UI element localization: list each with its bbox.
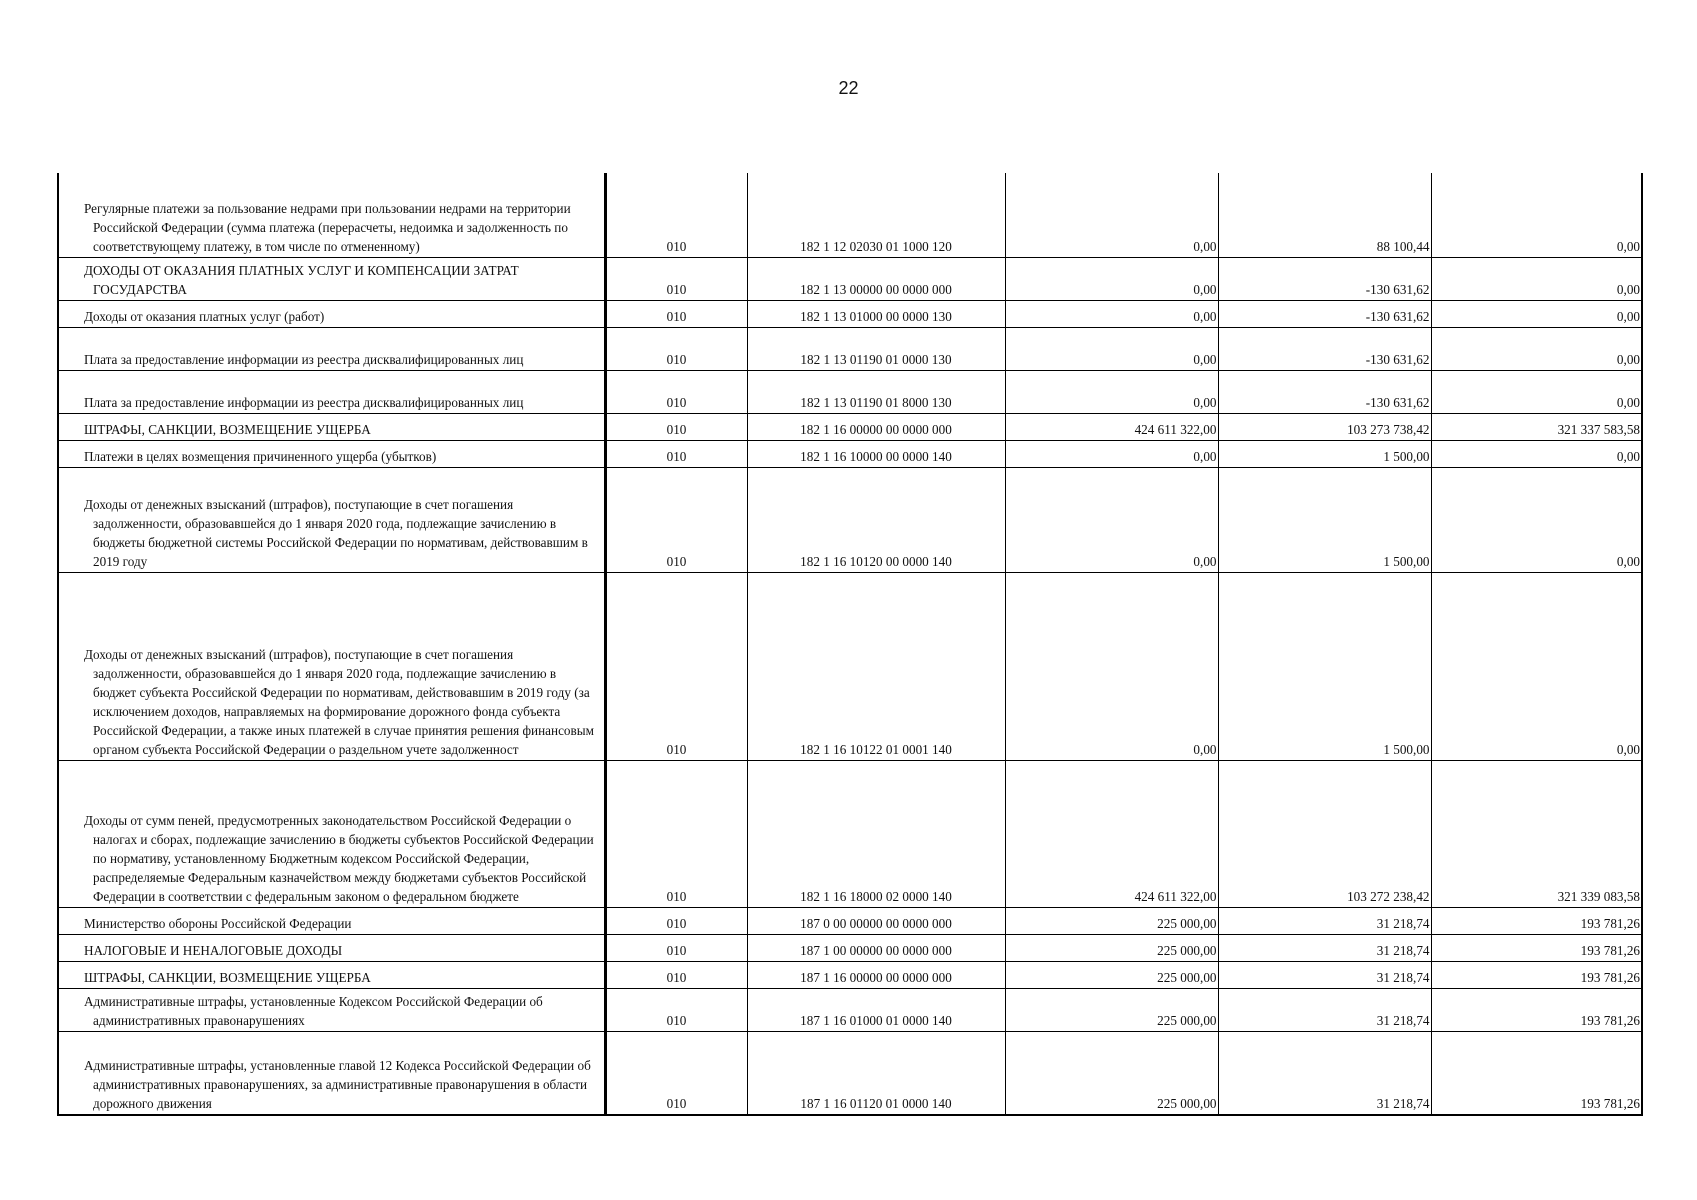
row-plan: 225 000,00 [1005,1031,1218,1115]
table-row [58,907,1642,934]
row-name: Платежи в целях возмещения причиненного ущерба (убытков) [58,440,605,467]
row-unexecuted: 321 337 583,58 [1431,413,1642,440]
row-executed: 1 500,00 [1218,467,1431,572]
row-plan: 225 000,00 [1005,934,1218,961]
row-plan: 0,00 [1005,173,1218,257]
row-name: Административные штрафы, установленные Кодексом Российской Федерации об административных правонарушениях [58,988,605,1031]
table-row [58,300,1642,327]
row-name: Доходы от сумм пеней, предусмотренных законодательством Российской Федерации о налогах и сборах, подлежащие зачислению в бюджеты субъектов Российской Федерации по нормативу, установленному Бюджетным кодексом Российской Федерации, распределяемые Федеральным казначейством между бюджетами субъектов Российской Федерации в соответствии с федеральным законом о федеральном бюджете [58,760,605,907]
table-row [58,961,1642,988]
row-unexecuted: 193 781,26 [1431,934,1642,961]
row-unexecuted: 0,00 [1431,257,1642,300]
row-unexecuted: 0,00 [1431,327,1642,370]
table-row [58,572,1642,760]
row-unexecuted: 0,00 [1431,300,1642,327]
row-unexecuted: 0,00 [1431,440,1642,467]
row-income-code: 182 1 13 00000 00 0000 000 [747,257,1005,300]
row-line-code: 010 [605,1031,747,1115]
row-name: ШТРАФЫ, САНКЦИИ, ВОЗМЕЩЕНИЕ УЩЕРБА [58,413,605,440]
row-plan: 0,00 [1005,467,1218,572]
table-row [58,370,1642,413]
row-name: Доходы от денежных взысканий (штрафов), поступающие в счет погашения задолженности, образовавшейся до 1 января 2020 года, подлежащие зачислению в бюджет субъекта Российской Федерации по нормативам, действовавшим в 2019 году (за исключением доходов, направляемых на формирование дорожного фонда субъекта Российской Федерации, а также иных платежей в случае принятия решения финансовым органом субъекта Российской Федерации о раздельном учете задолженност [58,572,605,760]
row-unexecuted: 193 781,26 [1431,988,1642,1031]
row-name: Плата за предоставление информации из реестра дисквалифицированных лиц [58,327,605,370]
row-name: Доходы от денежных взысканий (штрафов), поступающие в счет погашения задолженности, образовавшейся до 1 января 2020 года, подлежащие зачислению в бюджеты бюджетной системы Российской Федерации по нормативам, действовавшим в 2019 году [58,467,605,572]
row-unexecuted: 193 781,26 [1431,961,1642,988]
row-line-code: 010 [605,988,747,1031]
row-executed: 103 272 238,42 [1218,760,1431,907]
row-name: Министерство обороны Российской Федерации [58,907,605,934]
row-line-code: 010 [605,173,747,257]
table-row [58,327,1642,370]
row-unexecuted: 193 781,26 [1431,1031,1642,1115]
row-line-code: 010 [605,760,747,907]
row-income-code: 187 1 16 01000 01 0000 140 [747,988,1005,1031]
row-executed: 31 218,74 [1218,1031,1431,1115]
table-row [58,760,1642,907]
row-line-code: 010 [605,327,747,370]
row-income-code: 182 1 16 18000 02 0000 140 [747,760,1005,907]
row-income-code: 182 1 16 10122 01 0001 140 [747,572,1005,760]
row-name: ДОХОДЫ ОТ ОКАЗАНИЯ ПЛАТНЫХ УСЛУГ И КОМПЕНСАЦИИ ЗАТРАТ ГОСУДАРСТВА [58,257,605,300]
row-executed: -130 631,62 [1218,327,1431,370]
income-report-table [57,173,1643,1116]
row-plan: 0,00 [1005,440,1218,467]
row-line-code: 010 [605,300,747,327]
row-line-code: 010 [605,440,747,467]
row-line-code: 010 [605,907,747,934]
table-row [58,440,1642,467]
row-plan: 0,00 [1005,300,1218,327]
row-unexecuted: 0,00 [1431,467,1642,572]
row-income-code: 182 1 16 10000 00 0000 140 [747,440,1005,467]
row-name: Доходы от оказания платных услуг (работ) [58,300,605,327]
row-executed: 31 218,74 [1218,907,1431,934]
row-executed: 31 218,74 [1218,961,1431,988]
row-unexecuted: 321 339 083,58 [1431,760,1642,907]
row-income-code: 182 1 16 00000 00 0000 000 [747,413,1005,440]
row-executed: 31 218,74 [1218,934,1431,961]
row-name: Плата за предоставление информации из реестра дисквалифицированных лиц [58,370,605,413]
row-line-code: 010 [605,467,747,572]
row-income-code: 187 0 00 00000 00 0000 000 [747,907,1005,934]
row-unexecuted: 0,00 [1431,173,1642,257]
table-row [58,257,1642,300]
table-row [58,988,1642,1031]
row-line-code: 010 [605,257,747,300]
row-plan: 0,00 [1005,370,1218,413]
row-name: ШТРАФЫ, САНКЦИИ, ВОЗМЕЩЕНИЕ УЩЕРБА [58,961,605,988]
row-plan: 0,00 [1005,257,1218,300]
row-line-code: 010 [605,934,747,961]
row-name: Регулярные платежи за пользование недрами при пользовании недрами на территории Российской Федерации (сумма платежа (перерасчеты, недоимка и задолженность по соответствующему платежу, в том числе по отмененному) [58,173,605,257]
row-income-code: 182 1 16 10120 00 0000 140 [747,467,1005,572]
row-executed: 31 218,74 [1218,988,1431,1031]
row-executed: -130 631,62 [1218,370,1431,413]
table-row [58,467,1642,572]
row-income-code: 182 1 13 01190 01 8000 130 [747,370,1005,413]
row-income-code: 182 1 12 02030 01 1000 120 [747,173,1005,257]
row-plan: 424 611 322,00 [1005,413,1218,440]
row-executed: -130 631,62 [1218,257,1431,300]
row-income-code: 187 1 00 00000 00 0000 000 [747,934,1005,961]
row-executed: 1 500,00 [1218,572,1431,760]
row-plan: 424 611 322,00 [1005,760,1218,907]
row-line-code: 010 [605,572,747,760]
row-plan: 225 000,00 [1005,907,1218,934]
row-line-code: 010 [605,961,747,988]
table-row [58,173,1642,257]
row-plan: 0,00 [1005,327,1218,370]
row-executed: -130 631,62 [1218,300,1431,327]
row-unexecuted: 193 781,26 [1431,907,1642,934]
row-name: Административные штрафы, установленные главой 12 Кодекса Российской Федерации об административных правонарушениях, за административные правонарушения в области дорожного движения [58,1031,605,1115]
row-plan: 225 000,00 [1005,961,1218,988]
page-number: 22 [838,78,859,98]
row-line-code: 010 [605,413,747,440]
row-plan: 225 000,00 [1005,988,1218,1031]
row-executed: 88 100,44 [1218,173,1431,257]
row-name: НАЛОГОВЫЕ И НЕНАЛОГОВЫЕ ДОХОДЫ [58,934,605,961]
table-row [58,1031,1642,1115]
row-plan: 0,00 [1005,572,1218,760]
row-income-code: 187 1 16 01120 01 0000 140 [747,1031,1005,1115]
row-income-code: 187 1 16 00000 00 0000 000 [747,961,1005,988]
row-unexecuted: 0,00 [1431,370,1642,413]
row-income-code: 182 1 13 01000 00 0000 130 [747,300,1005,327]
row-executed: 1 500,00 [1218,440,1431,467]
row-line-code: 010 [605,370,747,413]
row-executed: 103 273 738,42 [1218,413,1431,440]
table-row [58,413,1642,440]
row-unexecuted: 0,00 [1431,572,1642,760]
row-income-code: 182 1 13 01190 01 0000 130 [747,327,1005,370]
table-row [58,934,1642,961]
